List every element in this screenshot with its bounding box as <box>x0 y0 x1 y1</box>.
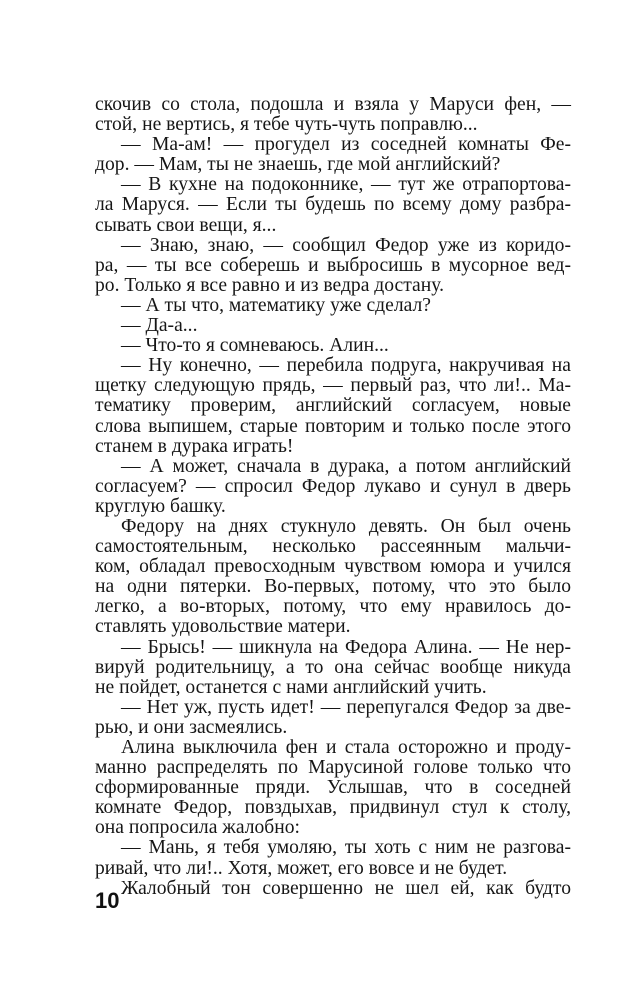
text-line: — Мань, я тебя умоляю, ты хоть с ним не разгова- <box>121 837 571 859</box>
text-line: скочив со стола, подошла и взяла у Маруси фен, — <box>95 94 571 115</box>
text-line: сформированные пряди. Услышав, что в соседней <box>95 777 571 799</box>
text-line: ра, — ты все соберешь и выбросишь в мусорное вед- <box>95 254 571 276</box>
text-line: — Ма-ам! — прогудел из соседней комнаты Фе- <box>121 134 571 156</box>
text-line: тематику проверим, английский согласуем, новые <box>95 395 571 417</box>
text-line: сывать свои вещи, я... <box>95 214 277 236</box>
text-line: — Нет уж, пусть идет! — перепугался Федор за две- <box>121 696 571 718</box>
text-line: ро. Только я все равно и из ведра достану. <box>95 274 444 296</box>
text-line: щетку следующую прядь, — первый раз, что ли!.. Ма- <box>95 375 571 397</box>
text-line: она попросила жалобно: <box>95 817 300 839</box>
text-line: — Брысь! — шикнула на Федора Алина. — Не нер- <box>121 636 571 658</box>
text-line: круглую башку. <box>95 495 226 517</box>
text-line: станем в дурака играть! <box>95 435 294 457</box>
text-line: — Что-то я сомневаюсь. Алин... <box>121 335 389 357</box>
text-line: Алина выключила фен и стала осторожно и проду- <box>121 737 571 758</box>
text-line: манно распределять по Марусиной голове только что <box>95 757 571 779</box>
text-line: — Ну конечно, — перебила подруга, накручивая на <box>121 355 571 377</box>
text-line: — А может, сначала в дурака, а потом английский <box>121 455 571 477</box>
text-line: ставлять удовольствие матери. <box>95 616 351 638</box>
text-line: Жалобный тон совершенно не шел ей, как будто <box>121 877 571 899</box>
text-line: — Знаю, знаю, — сообщил Федор уже из коридо- <box>121 234 571 256</box>
text-line: согласуем? — спросил Федор лукаво и сунул в дверь <box>95 475 571 497</box>
text-line: стой, не вертись, я тебе чуть-чуть поправлю... <box>95 114 478 136</box>
text-line: самостоятельным, несколько рассеянным мальчи- <box>95 536 571 558</box>
text-line: Федору на днях стукнуло девять. Он был очень <box>121 515 571 537</box>
page-number: 10 <box>95 888 120 913</box>
text-line: — А ты что, математику уже сделал? <box>121 294 431 316</box>
text-line: ривай, что ли!.. Хотя, может, его вовсе и не будет. <box>95 857 508 879</box>
text-line: дор. — Мам, ты не знаешь, где мой английский? <box>95 154 501 176</box>
text-line: вируй родительницу, а то она сейчас вообще никуда <box>95 656 571 678</box>
text-line: — Да-а... <box>121 315 198 337</box>
text-line: слова выпишем, старые повторим и только после этого <box>95 415 571 437</box>
body-text <box>95 95 571 899</box>
text-line: не пойдет, останется с нами английский учить. <box>95 676 487 698</box>
text-line: легко, а во-вторых, потому, что ему нравилось до- <box>95 596 571 618</box>
text-line: комнате Федор, повздыхав, придвинул стул к столу, <box>95 797 571 819</box>
text-line: — В кухне на подоконнике, — тут же отрапортова- <box>121 174 571 196</box>
text-line: ком, обладал превосходным чувством юмора и учился <box>95 556 571 578</box>
text-line: ла Маруся. — Если ты будешь по всему дому разбра- <box>95 194 571 216</box>
text-line: рью, и они засмеялись. <box>95 716 288 738</box>
text-line: на одни пятерки. Во-первых, потому, что это было <box>95 576 571 598</box>
